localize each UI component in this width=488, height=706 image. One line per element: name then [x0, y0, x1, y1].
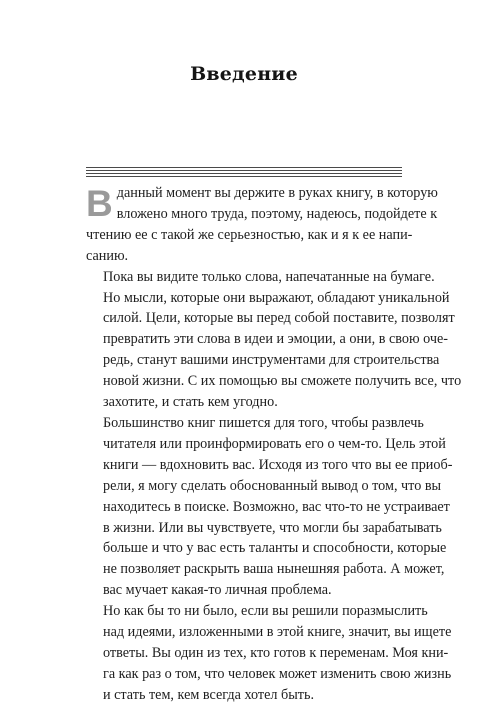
- rule-line: [86, 167, 402, 168]
- text-line: Но мысли, которые они выражают, обладают уникальной: [103, 289, 450, 306]
- text-line: не позволяет раскрыть ваша нынешняя работа. А может,: [103, 561, 445, 578]
- rule-line: [86, 176, 402, 177]
- text-line: новой жизни. С их помощью вы сможете получить все, что: [103, 373, 462, 390]
- text-line: силой. Цели, которые вы перед собой поставите, позволят: [103, 310, 455, 327]
- paragraph-3: [86, 413, 453, 601]
- rule-line: [86, 170, 402, 171]
- text-line: читателя или проинформировать его о чем-то. Цель этой: [103, 435, 446, 452]
- text-line: Большинство книг пишется для того, чтобы развлечь: [103, 414, 424, 431]
- text-line: га как раз о том, что человек может изменить свою жизнь: [103, 665, 452, 682]
- text-line: вложено много труда, поэтому, надеюсь, подойдете к: [116, 205, 438, 222]
- text-line: Но как бы то ни было, если вы решили поразмыслить: [103, 603, 428, 620]
- text-line: находитесь в поиске. Возможно, вас что-то не устраивает: [103, 498, 450, 515]
- text-line: больше и что у вас есть таланты и способности, которые: [103, 540, 447, 557]
- body-text: [86, 183, 462, 706]
- paragraph-1: [86, 183, 438, 267]
- text-line: ответы. Вы один из тех, кто готов к переменам. Моя кни-: [103, 644, 449, 661]
- text-line: чтению ее с такой же серьезностью, как и я к ее напи-: [86, 226, 413, 243]
- text-line: в жизни. Или вы чувствуете, что могли бы зарабатывать: [103, 519, 442, 536]
- rule-line: [86, 173, 402, 174]
- decorative-rule: [86, 167, 402, 180]
- text-line: санию.: [86, 247, 129, 264]
- paragraph-4: [86, 601, 452, 706]
- text-line: вас мучает какая-то личная проблема.: [103, 582, 332, 599]
- text-line: данный момент вы держите в руках книгу, в которую: [116, 185, 438, 201]
- text-line: редь, станут вашими инструментами для строительства: [103, 352, 440, 369]
- drop-cap: В: [86, 183, 113, 224]
- text-line: и стать тем, кем всегда хотел быть.: [103, 686, 314, 703]
- text-line: Пока вы видите только слова, напечатанные на бумаге.: [103, 268, 435, 285]
- paragraph-2: [86, 267, 462, 413]
- text-line: над идеями, изложенными в этой книге, значит, вы ищете: [103, 624, 452, 641]
- text-line: книги — вдохновить вас. Исходя из того что вы ее приоб-: [103, 456, 453, 473]
- text-line: превратить эти слова в идеи и эмоции, а они, в свою оче-: [103, 331, 448, 348]
- chapter-title: Введение: [190, 63, 298, 85]
- text-line: рели, я могу сделать обоснованный вывод о том, что вы: [103, 477, 442, 494]
- text-line: захотите, и стать кем угодно.: [103, 394, 278, 411]
